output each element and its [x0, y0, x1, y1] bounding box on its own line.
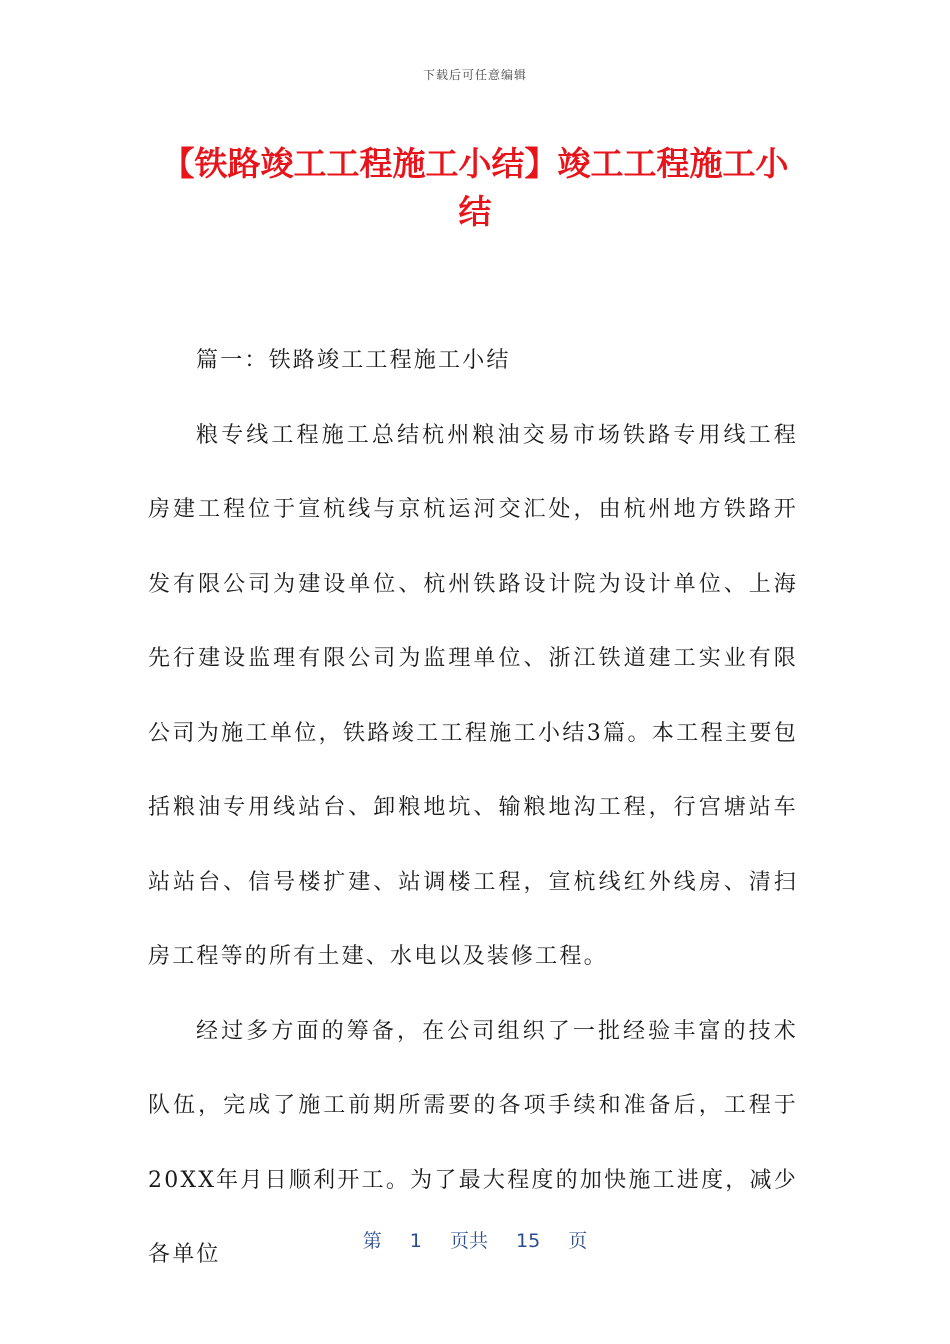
header-note: 下载后可任意编辑	[422, 68, 527, 82]
paragraph: 经过多方面的筹备，在公司组织了一批经验丰富的技术队伍，完成了施工前期所需要的各项手续和准备后，工程于20XX年月日顺利开工。为了最大程度的加快施工进度，减少各单位	[148, 1018, 798, 1267]
document-body	[148, 324, 798, 1293]
section-heading: 篇一：铁路竣工工程施工小结	[196, 348, 511, 373]
document-title: 【铁路竣工工程施工小结】竣工工程施工小结	[161, 144, 789, 231]
paragraph: 粮专线工程施工总结杭州粮油交易市场铁路专用线工程房建工程位于宣杭线与京杭运河交汇处，由杭州地方铁路开发有限公司为建设单位、杭州铁路设计院为设计单位、上海先行建设监理有限公司为监理单位、浙江铁道建工实业有限公司为施工单位，铁路竣工工程施工小结3篇。本工程主要包括粮油专用线站台、卸粮地坑、输粮地沟工程，行宫塘站车站站台、信号楼扩建、站调楼工程，宣杭线红外线房、清扫房工程等的所有土建、水电以及装修工程。	[148, 422, 798, 969]
page-middle: 页共	[449, 1230, 488, 1252]
page-suffix: 页	[568, 1230, 588, 1252]
page-footer	[0, 1226, 950, 1253]
page-number: 1	[409, 1230, 422, 1252]
page-prefix: 第	[362, 1230, 382, 1252]
total-pages: 15	[516, 1230, 541, 1252]
